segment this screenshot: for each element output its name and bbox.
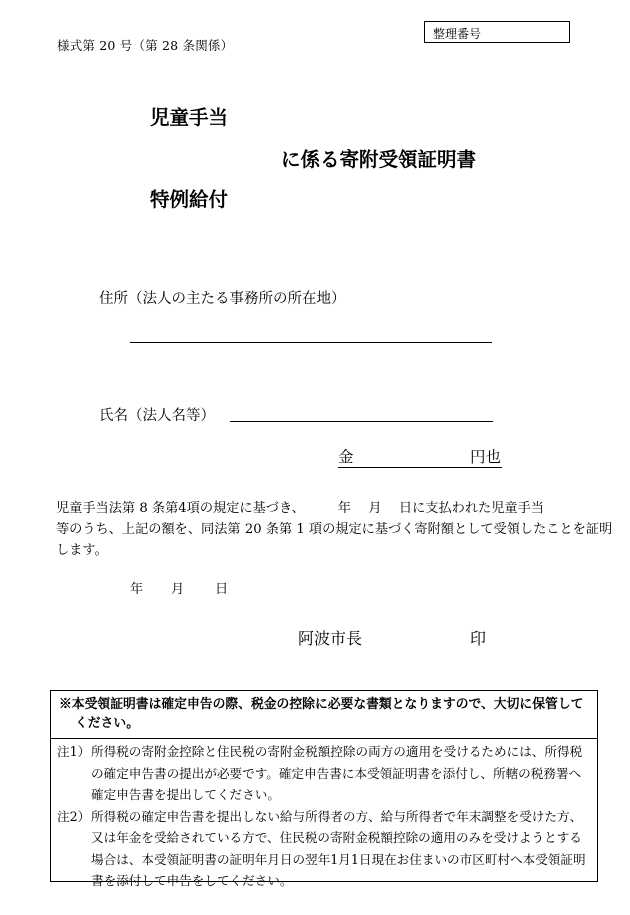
name-label: 氏名（法人名等） xyxy=(99,408,215,424)
note-1 xyxy=(51,741,597,806)
warning-line-1: ※本受領証明書は確定申告の際、税金の控除に必要な書類となりますので、大切に保管して xyxy=(59,697,584,712)
amount-prefix: 金 xyxy=(338,448,354,466)
address-label: 住所（法人の主たる事務所の所在地） xyxy=(99,291,346,307)
date-year: 年 xyxy=(130,582,144,597)
note-2-tag: 注2） xyxy=(57,808,91,824)
note-1-text: 所得税の寄附金控除と住民税の寄附金税額控除の両方の適用を受けるためには、所得税の確定申告書の提出が必要です。確定申告書に本受領証明書を添付し、所轄の税務署へ確定申告書を提出してください。 xyxy=(91,744,583,802)
name-field[interactable] xyxy=(230,421,493,422)
form-number: 様式第 20 号（第 28 条関係） xyxy=(57,38,234,53)
date-day: 日 xyxy=(215,582,229,597)
reference-number-label: 整理番号 xyxy=(433,27,482,41)
title-line-1: 児童手当 xyxy=(150,106,229,129)
statement-line-3: します。 xyxy=(56,543,108,558)
title-line-3: 特例給付 xyxy=(150,188,229,211)
warning-line-2: ください。 xyxy=(75,716,139,731)
amount-field[interactable] xyxy=(338,445,502,468)
note-1-tag: 注1） xyxy=(57,744,91,759)
statement-line-2: 等のうち、上記の額を、同法第 20 条第 1 項の規定に基づく寄附額として受領したことを証明 xyxy=(56,522,613,537)
certification-statement xyxy=(56,498,613,561)
seal-mark: 印 xyxy=(470,629,487,648)
notes-box xyxy=(50,690,598,888)
issuer-title: 阿波市長 xyxy=(298,629,363,648)
storage-warning xyxy=(51,691,597,739)
title-line-2: に係る寄附受領証明書 xyxy=(281,148,477,171)
reference-number-box[interactable] xyxy=(424,21,570,43)
address-field[interactable] xyxy=(130,342,492,343)
amount-suffix: 円也 xyxy=(469,448,501,466)
statement-line-1: 児童手当法第 8 条第4項の規定に基づき、 年 月 日に支払われた児童手当 xyxy=(56,501,544,516)
note-2 xyxy=(51,806,597,892)
note-2-text: 所得税の確定申告書を提出しない給与所得者の方、給与所得者で年末調整を受けた方、又は年金を受給されている方で、住民税の寄附金税額控除の適用のみを受けようとする場合は、本受領証明書の証明年月日の翌年1月1日現在お住まいの市区町村へ本受領証明書を添付して申告をしてください。 xyxy=(91,808,586,888)
issue-date xyxy=(130,578,228,597)
date-month: 月 xyxy=(171,582,185,597)
